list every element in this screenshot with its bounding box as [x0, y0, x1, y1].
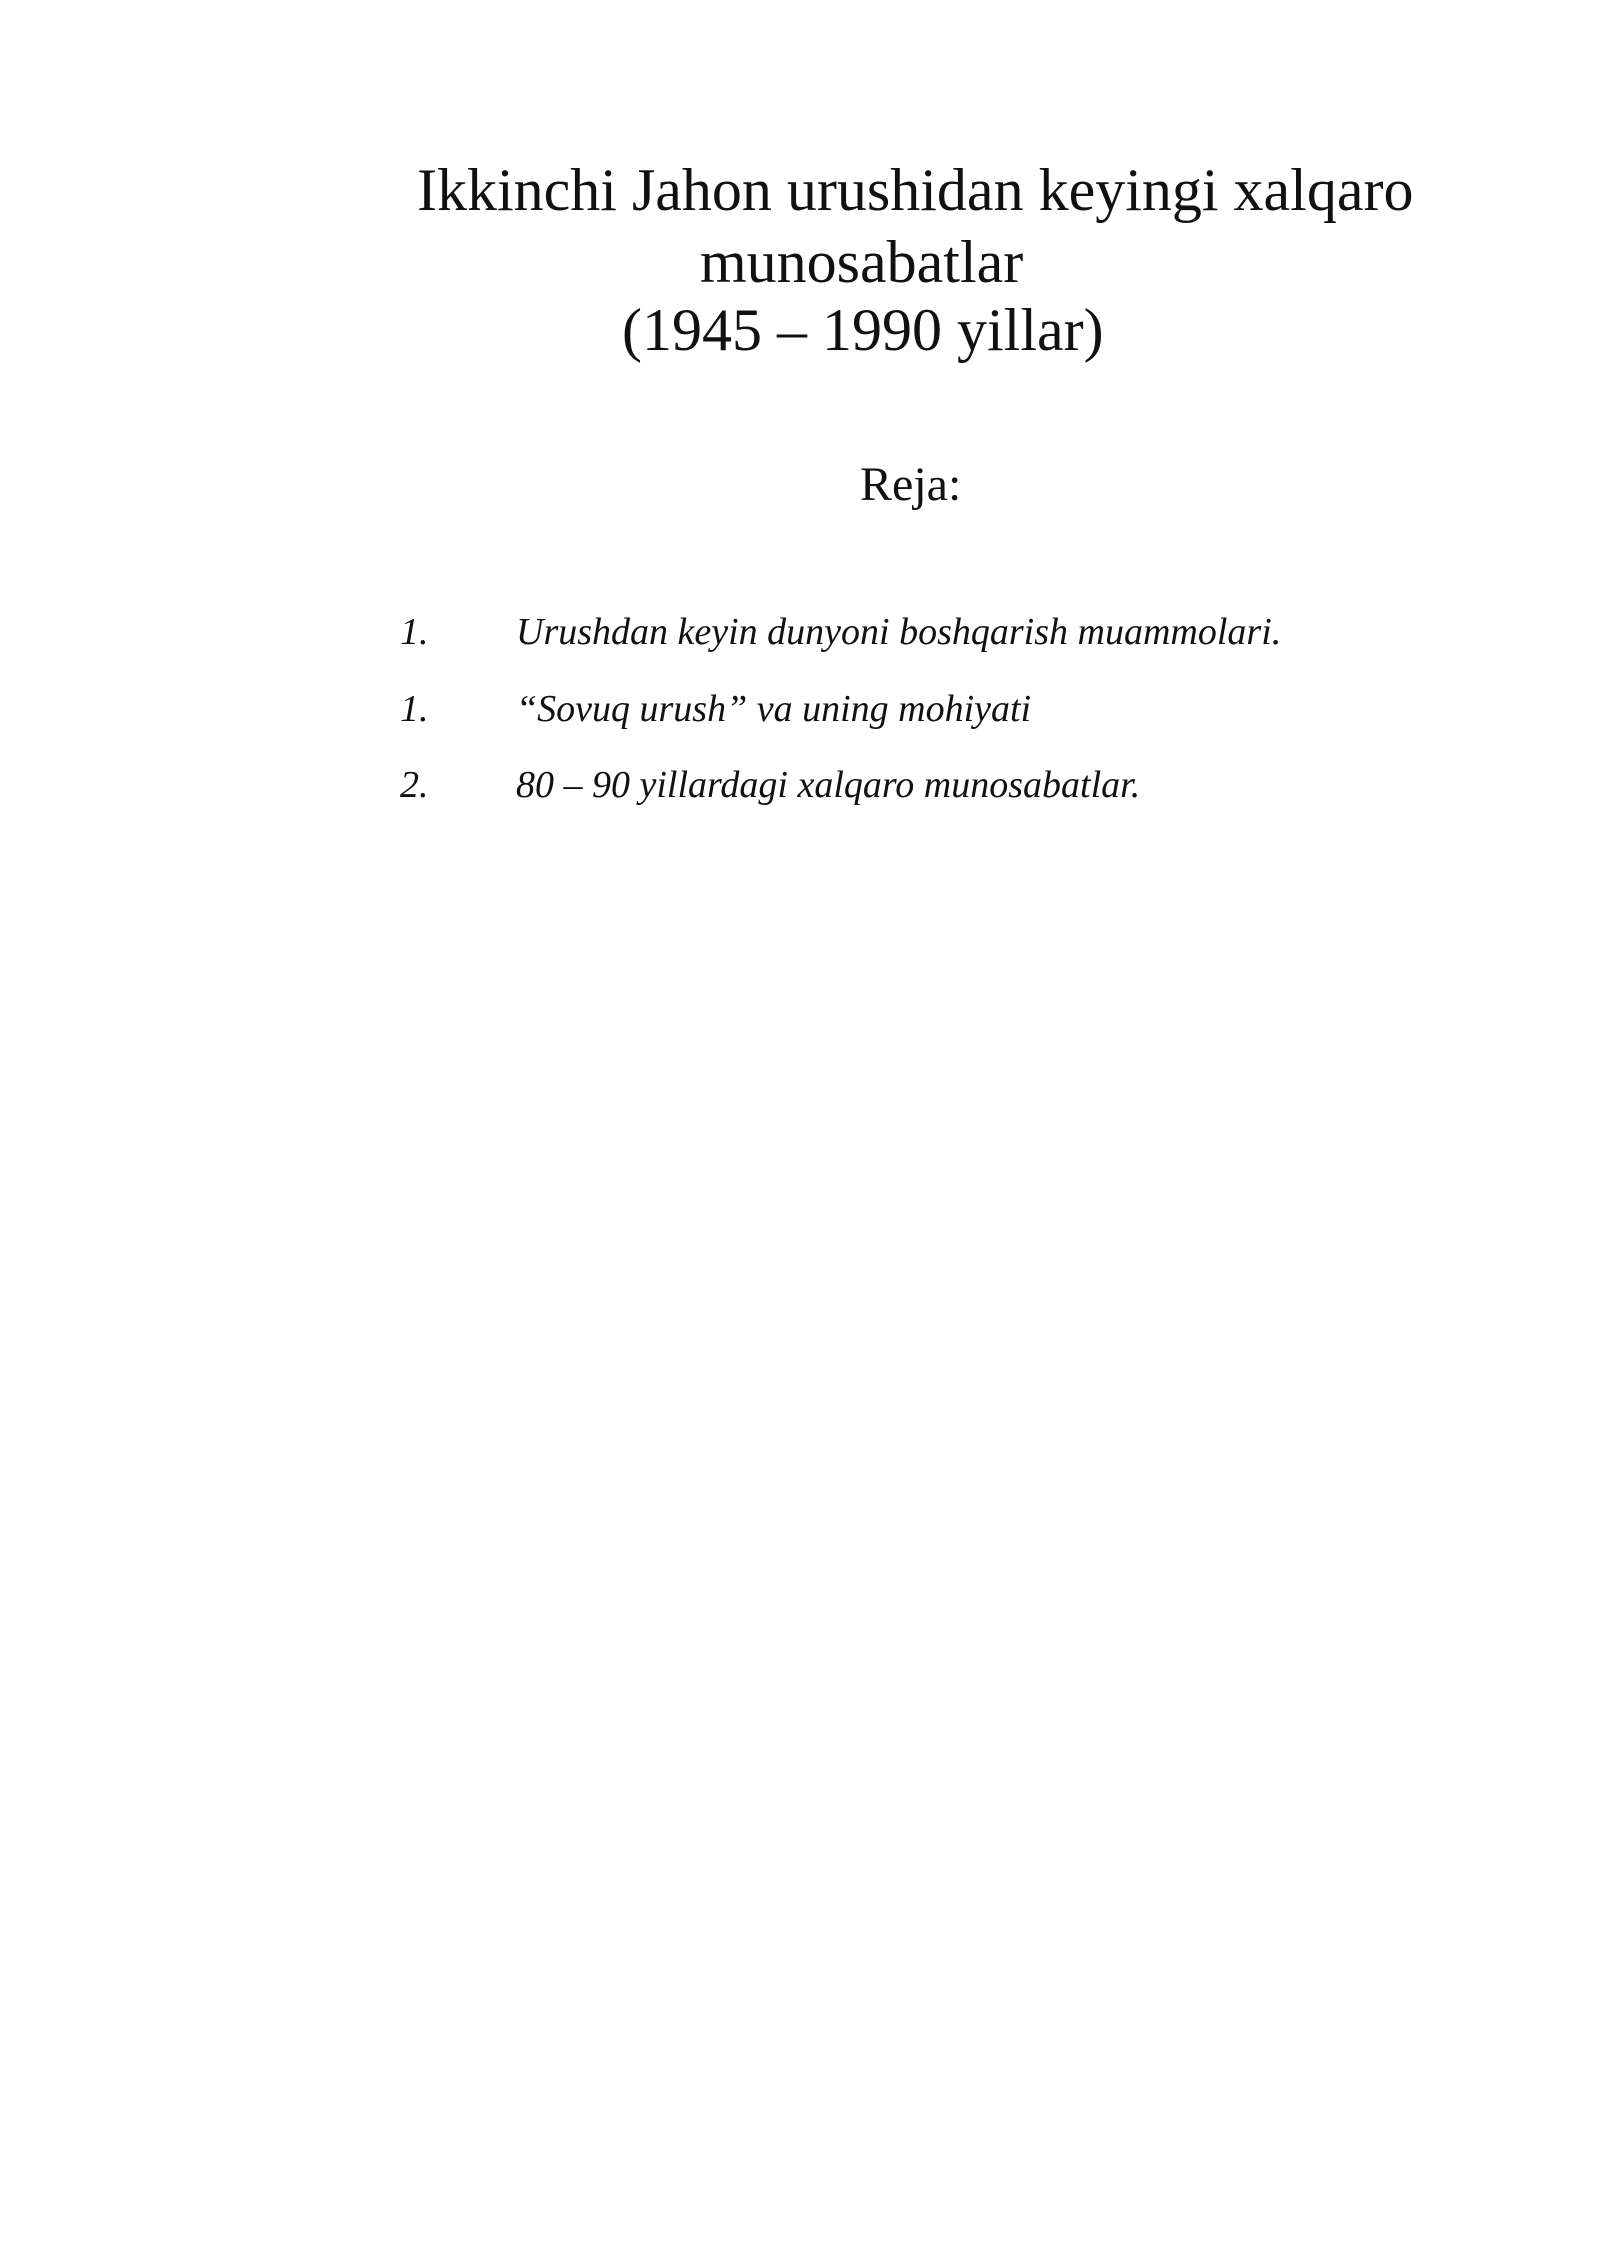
plan-item	[0, 766, 1600, 816]
plan-item-number: 2.	[400, 764, 429, 806]
title-line-1: Ikkinchi Jahon urushidan keyingi xalqaro	[417, 157, 1414, 223]
plan-item	[0, 613, 1600, 663]
plan-item-text: 80 – 90 yillardagi xalqaro munosabatlar.	[516, 764, 1141, 806]
title-line-2: munosabatlar	[700, 229, 1024, 295]
plan-item-number: 1.	[400, 688, 429, 730]
plan-item	[0, 690, 1600, 740]
plan-item-number: 1.	[400, 611, 429, 653]
plan-item-text: Urushdan keyin dunyoni boshqarish muammolari.	[516, 611, 1282, 653]
plan-item-text: “Sovuq urush” va uning mohiyati	[516, 688, 1032, 730]
plan-heading: Reja:	[860, 458, 962, 511]
title-line-3: (1945 – 1990 yillar)	[622, 297, 1104, 363]
